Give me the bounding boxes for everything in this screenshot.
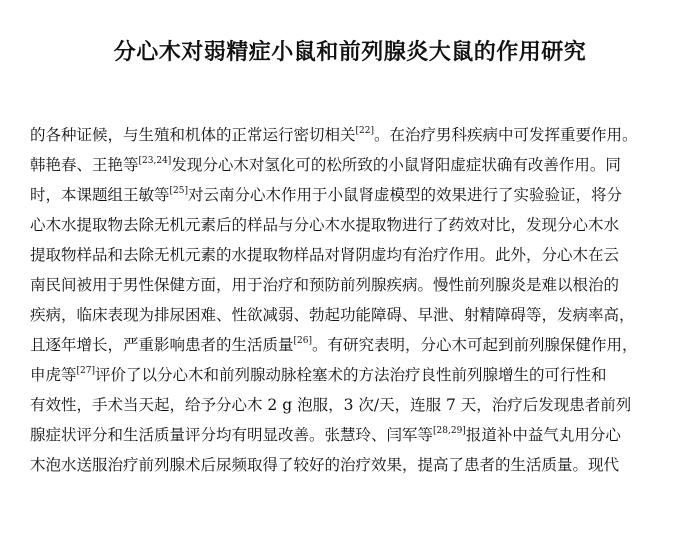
text-line — [30, 390, 670, 420]
text-segment: 发现分心木对氢化可的松所致的小鼠肾阳虚症状确有改善作用。同 — [171, 156, 621, 174]
text-segment: 疾病，临床表现为排尿困难、性欲减弱、勃起功能障碍、早泄、射精障碍等，发病率高， — [30, 306, 635, 324]
text-segment: 且逐年增长，严重影响患者的生活质量 — [30, 336, 294, 354]
text-segment: 。在治疗男科疾病中可发挥重要作用。 — [374, 126, 638, 144]
text-line — [30, 180, 670, 210]
text-segment: 时，本课题组王敏等 — [30, 186, 170, 204]
text-segment: 提取物样品和去除无机元素的水提取物样品对肾阴虚均有治疗作用。此外，分心木在云 — [30, 246, 620, 264]
text-segment: 木泡水送服治疗前列腺术后尿频取得了较好的治疗效果，提高了患者的生活质量。现代 — [30, 456, 620, 474]
text-segment: 心木水提取物去除无机元素后的样品与分心木水提取物进行了药效对比，发现分心木水 — [30, 216, 620, 234]
text-segment: 腺症状评分和生活质量评分均有明显改善。张慧玲、闫军等 — [30, 426, 434, 444]
text-segment: 申虎等 — [30, 366, 77, 384]
text-line — [30, 240, 670, 270]
body-paragraph — [30, 120, 670, 480]
text-line — [30, 120, 670, 150]
citation-ref: [22] — [355, 126, 374, 136]
citation-ref: [23,24] — [138, 156, 172, 166]
citation-ref: [25] — [169, 186, 188, 196]
text-line — [30, 420, 670, 450]
text-segment: 报道补中益气丸用分心 — [465, 426, 621, 444]
text-segment: 有效性，手术当天起，给予分心木 2 g 泡服，3 次/天，连服 7 天，治疗后发现患者前列 — [30, 396, 632, 414]
text-line — [30, 360, 670, 390]
text-segment: 。有研究表明，分心木可起到前列腺保健作用， — [312, 336, 638, 354]
text-segment: 的各种证候，与生殖和机体的正常运行密切相关 — [30, 126, 356, 144]
text-segment: 对云南分心木作用于小鼠肾虚模型的效果进行了实验验证，将分 — [188, 186, 623, 204]
text-line — [30, 300, 670, 330]
citation-ref: [26] — [293, 336, 312, 346]
text-line — [30, 450, 670, 480]
text-line — [30, 270, 670, 300]
text-segment: 韩艳春、王艳等 — [30, 156, 139, 174]
page-title: 分心木对弱精症小鼠和前列腺炎大鼠的作用研究 — [113, 40, 587, 65]
citation-ref: [28,29] — [433, 426, 466, 436]
citation-ref: [27] — [76, 366, 95, 376]
text-line — [30, 210, 670, 240]
text-segment: 评价了以分心木和前列腺动脉栓塞术的方法治疗良性前列腺增生的可行性和 — [95, 366, 607, 384]
text-line — [30, 330, 670, 360]
text-line — [30, 150, 670, 180]
text-segment: 南民间被用于男性保健方面，用于治疗和预防前列腺疾病。慢性前列腺炎是难以根治的 — [30, 276, 620, 294]
